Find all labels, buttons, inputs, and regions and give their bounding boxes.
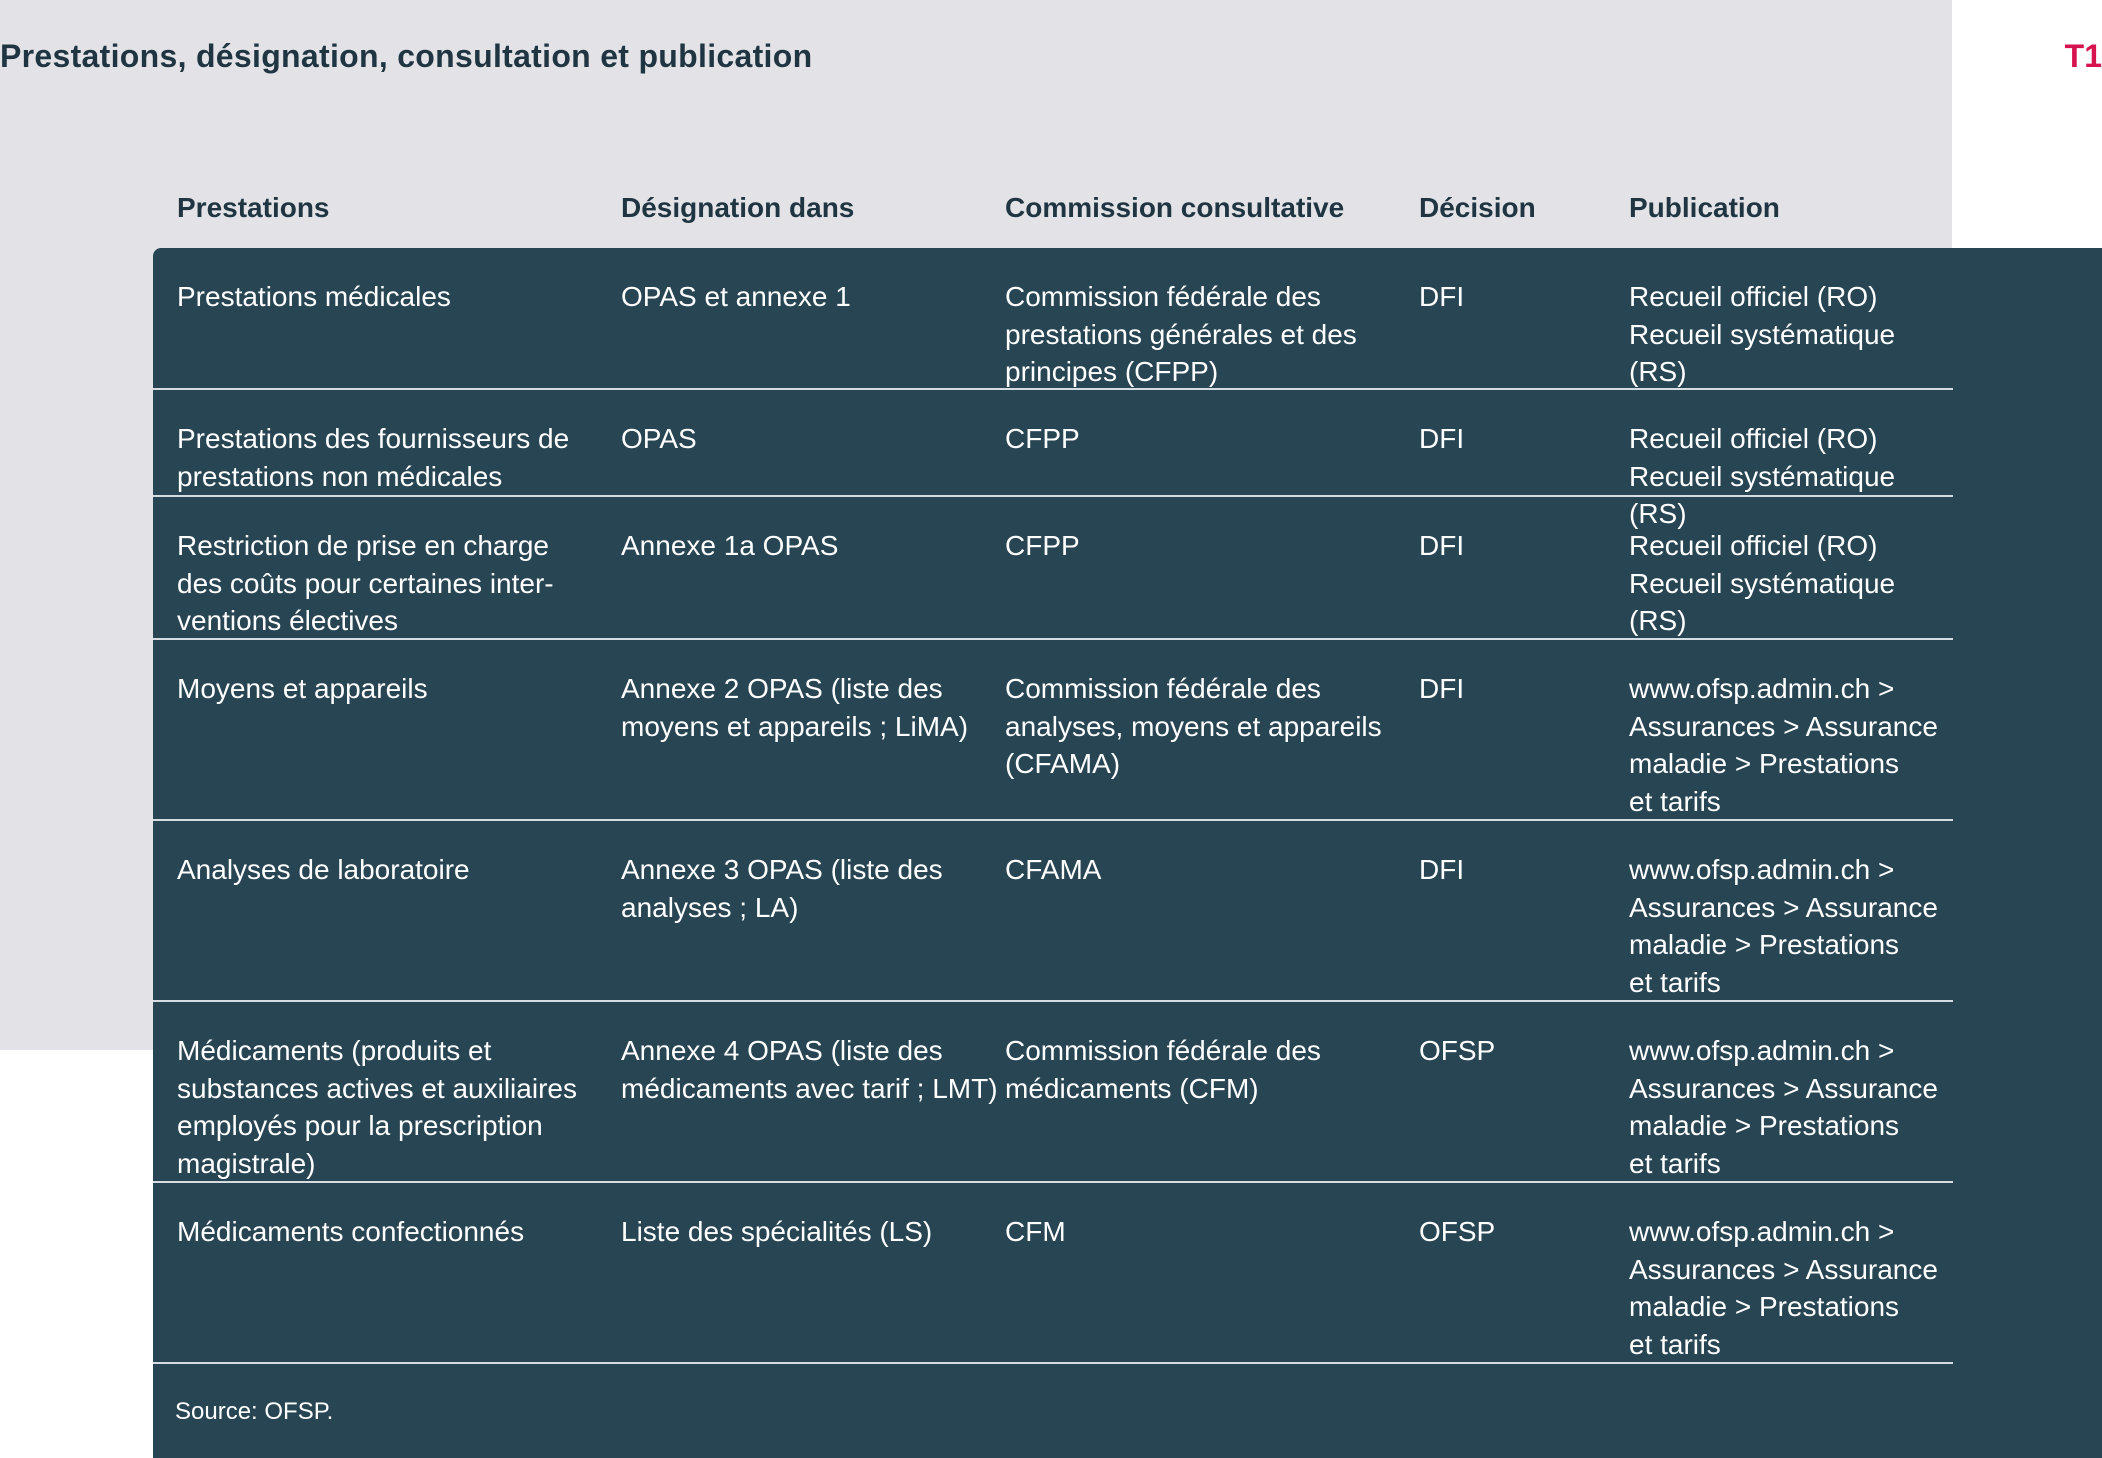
cell-decision: DFI xyxy=(1419,530,1465,561)
cell-prestations: Moyens et appareils xyxy=(177,673,428,704)
cell-decision: DFI xyxy=(1419,673,1465,704)
cell-designation: OPAS et annexe 1 xyxy=(621,281,851,312)
cell-decision: DFI xyxy=(1419,854,1465,885)
cell-publication: Recueil officiel (RO) Recueil systématique (RS) xyxy=(1629,530,1896,636)
cell-decision: OFSP xyxy=(1419,1035,1496,1066)
cell-prestations: Restriction de prise en charge des coûts pour certaines inter- ventions électives xyxy=(177,530,554,636)
table-header-row xyxy=(177,192,1952,232)
cell-prestations: Prestations des fournisseurs de prestations non médicales xyxy=(177,423,570,492)
cell-designation: Annexe 2 OPAS (liste des moyens et appareils ; LiMA) xyxy=(621,673,969,742)
table-row xyxy=(153,390,1953,529)
table-row xyxy=(153,248,1953,390)
cell-commission: CFPP xyxy=(1005,423,1080,454)
cell-designation: Liste des spécialités (LS) xyxy=(621,1216,933,1247)
cell-commission: CFAMA xyxy=(1005,854,1102,885)
table-body xyxy=(153,248,2102,1458)
header-publication: Publication xyxy=(1629,192,1780,223)
table-title: Prestations, désignation, consultation et publication xyxy=(0,38,813,74)
table-row xyxy=(153,821,1953,1002)
table-label: T1 xyxy=(2064,38,2102,74)
cell-designation: Annexe 3 OPAS (liste des analyses ; LA) xyxy=(621,854,943,923)
cell-publication: www.ofsp.admin.ch > Assurances > Assurance maladie > Prestations et tarifs xyxy=(1629,673,1938,817)
cell-designation: Annexe 4 OPAS (liste des médicaments avec tarif ; LMT) xyxy=(621,1035,998,1104)
header-decision: Décision xyxy=(1419,192,1536,223)
cell-prestations: Médicaments (produits et substances actives et auxiliaires employés pour la prescription magistrale) xyxy=(177,1035,577,1179)
table-row xyxy=(153,640,1953,821)
cell-commission: Commission fédérale des médicaments (CFM) xyxy=(1005,1035,1321,1104)
cell-publication: www.ofsp.admin.ch > Assurances > Assurance maladie > Prestations et tarifs xyxy=(1629,1216,1938,1360)
header-commission: Commission consultative xyxy=(1005,192,1345,223)
cell-decision: DFI xyxy=(1419,423,1465,454)
cell-commission: Commission fédérale des analyses, moyens et appareils (CFAMA) xyxy=(1005,673,1382,779)
cell-publication: Recueil officiel (RO) Recueil systématique (RS) xyxy=(1629,281,1896,387)
cell-commission: CFM xyxy=(1005,1216,1066,1247)
table-row xyxy=(153,1002,1953,1183)
cell-publication: www.ofsp.admin.ch > Assurances > Assurance maladie > Prestations et tarifs xyxy=(1629,1035,1938,1179)
cell-decision: DFI xyxy=(1419,281,1465,312)
cell-prestations: Analyses de laboratoire xyxy=(177,854,470,885)
header-prestations: Prestations xyxy=(177,192,330,223)
table-row xyxy=(153,1183,1953,1364)
cell-commission: CFPP xyxy=(1005,530,1080,561)
cell-designation: Annexe 1a OPAS xyxy=(621,530,839,561)
cell-designation: OPAS xyxy=(621,423,697,454)
cell-decision: OFSP xyxy=(1419,1216,1496,1247)
cell-prestations: Médicaments confectionnés xyxy=(177,1216,525,1247)
cell-publication: Recueil officiel (RO) Recueil systématique (RS) xyxy=(1629,423,1896,529)
cell-prestations: Prestations médicales xyxy=(177,281,451,312)
cell-commission: Commission fédérale des prestations générales et des principes (CFPP) xyxy=(1005,281,1357,387)
table-row xyxy=(153,497,1953,640)
source-note: Source: OFSP. xyxy=(175,1398,334,1425)
cell-publication: www.ofsp.admin.ch > Assurances > Assurance maladie > Prestations et tarifs xyxy=(1629,854,1938,998)
header-designation: Désignation dans xyxy=(621,192,855,223)
